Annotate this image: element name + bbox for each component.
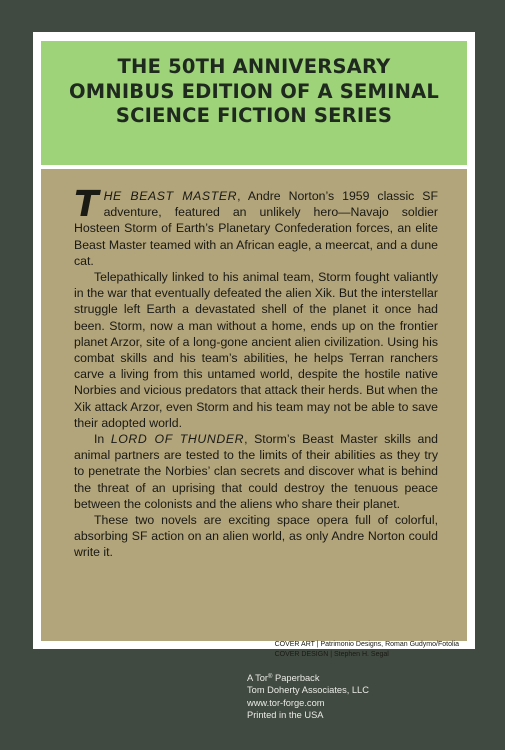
registered-mark: ® <box>268 674 273 680</box>
headline-banner <box>41 41 467 165</box>
cover-art-credit: COVER ART | Patrimonio Designs, Roman Gudymo/Fotolia <box>274 641 459 648</box>
cover-frame <box>33 32 475 658</box>
blurb-paragraph-3 <box>74 431 438 512</box>
blurb-panel <box>41 169 467 658</box>
publisher-info <box>247 672 369 721</box>
publisher-line-1 <box>247 672 369 684</box>
blurb-paragraph-1 <box>74 184 438 269</box>
publisher-line-4: Printed in the USA <box>247 709 324 720</box>
blurb-paragraph-3-lead: In <box>94 432 111 447</box>
publisher-format: Paperback <box>272 673 320 683</box>
blurb-paragraph-2: Telepathically linked to his animal team, Storm fought valiantly in the war that eventually defeated the alien Xik. But the interstellar struggle left Earth a devastated shell of the planet it once had been. Storm, now a man without a home, ends up on the frontier planet Arzor, site of a long-gone ancient alien civilization. Using his combat skills and his team’s abilities, he helps Terran ranchers carve a living from this untamed world, despite the hostile native Norbies and vicious predators that attack their herds. But when the Xik attack Arzor, even Storm and his team may not be able to save their adopted world. <box>74 270 438 430</box>
cover-credits <box>275 640 459 660</box>
blurb-paragraph-1-text: , Andre Norton’s 1959 classic SF adventure, featured an unlikely hero—Navajo soldier Hosteen Storm of Earth’s Planetary Confederation forces, an elite Beast Master teamed with an African eagle, a meercat, and a dune cat. <box>74 189 438 268</box>
publisher-imprint: A Tor <box>247 673 269 683</box>
blurb-paragraph-3-text: , Storm’s Beast Master skills and animal partners are tested to the limits of their abilities as they try to penetrate the Norbies’ clan secrets and discover what is behind the threat of an uprising that could destroy the tenuous peace between the colonists and the aliens who share their planet. <box>74 432 438 511</box>
blurb-text <box>74 184 438 561</box>
publisher-line-2: Tom Doherty Associates, LLC <box>247 685 369 696</box>
headline-line-3: SCIENCE FICTION SERIES <box>115 104 393 127</box>
book-title-lord-of-thunder: LORD OF THUNDER <box>110 432 245 447</box>
drop-cap: T <box>74 184 99 225</box>
blurb-paragraph-4: These two novels are exciting space opera full of colorful, absorbing SF action on an alien world, as only Andre Norton could write it. <box>74 513 438 560</box>
publisher-website: www.tor-forge.com <box>247 697 325 708</box>
headline-line-2: OMNIBUS EDITION OF A SEMINAL <box>68 79 440 103</box>
cover-design-credit: COVER DESIGN | Stephen H. Segal <box>274 651 389 658</box>
headline-line-1: THE 50TH ANNIVERSARY <box>117 55 391 78</box>
book-title-beast-master: HE BEAST MASTER <box>103 189 238 203</box>
